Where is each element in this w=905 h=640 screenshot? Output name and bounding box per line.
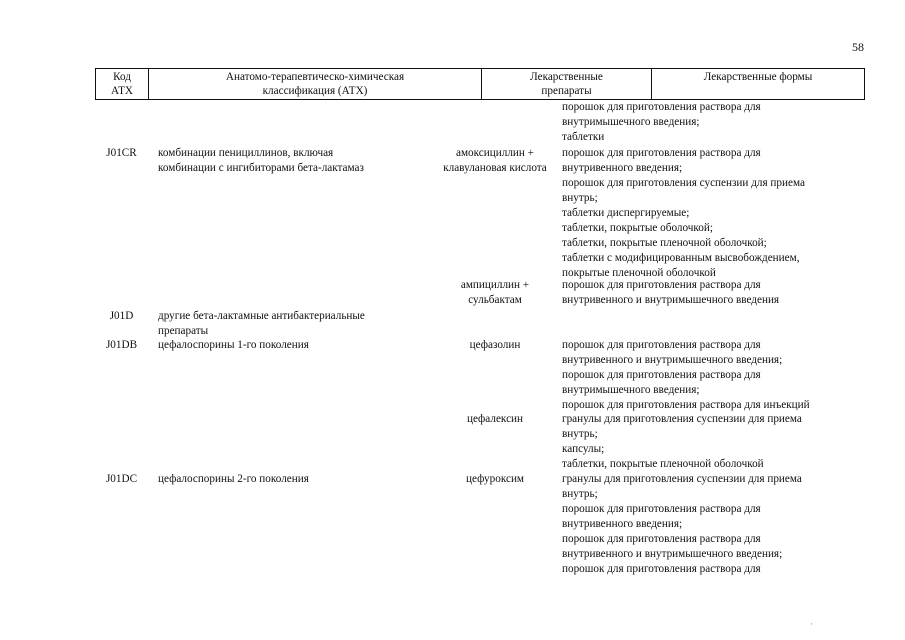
continued-forms — [562, 100, 867, 145]
text-line: порошок для приготовления раствора для — [562, 533, 761, 545]
text-line: другие бета-лактамные антибактериальные — [158, 310, 365, 322]
text-line: внутрь; — [562, 428, 598, 440]
header-drugs: Лекарственные препараты — [482, 69, 652, 99]
page-number: 58 — [852, 40, 864, 54]
header-code: Код АТХ — [96, 69, 149, 99]
text-line: порошок для приготовления суспензии для приема — [562, 177, 805, 189]
text-line: цефуроксим — [465, 473, 525, 485]
forms-cefalexin — [562, 412, 867, 472]
text-line: сульбактам — [468, 294, 522, 306]
drug-ampicillin-sulbactam — [420, 278, 570, 308]
classification-j01d — [158, 309, 398, 339]
drug-amoxicillin-clavulanate — [420, 146, 570, 176]
text-line: порошок для приготовления раствора для — [562, 279, 761, 291]
classification-j01dc — [158, 472, 398, 487]
text-line: внутрь; — [562, 192, 598, 204]
text-line: порошок для приготовления раствора для — [562, 339, 761, 351]
text-line: цефазолин — [469, 339, 521, 351]
text-line: таблетки, покрытые оболочкой; — [562, 222, 713, 234]
text-line: гранулы для приготовления суспензии для приема — [562, 413, 802, 425]
text-line: внутривенного введения; — [562, 518, 683, 530]
text-line: комбинации пенициллинов, включая — [158, 147, 334, 159]
forms-amoxicillin-clavulanate — [562, 146, 867, 281]
text-line: порошок для приготовления раствора для — [562, 147, 761, 159]
text-line: порошок для приготовления раствора для инъекций — [562, 399, 810, 411]
text-line: порошок для приготовления раствора для — [562, 101, 761, 113]
text-line: комбинации с ингибиторами бета-лактамаз — [158, 162, 364, 174]
text-line: внутримышечного введения; — [562, 116, 700, 128]
text-line: таблетки с модифицированным высвобождением, — [562, 252, 800, 264]
text-line: внутривенного введения; — [562, 162, 683, 174]
text-line: таблетки, покрытые пленочной оболочкой; — [562, 237, 767, 249]
atc-code-j01db: J01DB — [105, 339, 138, 351]
text-line: препараты — [158, 325, 209, 337]
text-line: амоксициллин + — [456, 147, 534, 159]
header-classification: Анатомо-терапевтическо-химическая классификация (АТХ) — [149, 69, 482, 99]
text-line: капсулы; — [562, 443, 605, 455]
text-line: внутривенного и внутримышечного введения; — [562, 548, 783, 560]
text-line: цефалексин — [466, 413, 524, 425]
atc-code-j01cr: J01CR — [106, 147, 137, 159]
table-header — [95, 68, 865, 100]
text-line: порошок для приготовления раствора для — [562, 563, 761, 575]
text-line: внутривенного и внутримышечного введения; — [562, 354, 783, 366]
atc-code-j01d: J01D — [109, 310, 134, 322]
header-forms: Лекарственные формы — [703, 71, 813, 83]
forms-cefazolin — [562, 338, 867, 413]
text-line: цефалоспорины 2-го поколения — [158, 473, 309, 485]
classification-j01db — [158, 338, 398, 353]
text-line: клавулановая кислота — [443, 162, 547, 174]
text-line: внутримышечного введения; — [562, 384, 700, 396]
forms-ampicillin-sulbactam — [562, 278, 867, 308]
text-line: порошок для приготовления раствора для — [562, 369, 761, 381]
text-line: таблетки диспергируемые; — [562, 207, 690, 219]
text-line: внутривенного и внутримышечного введения — [562, 294, 780, 306]
text-line: внутрь; — [562, 488, 598, 500]
drug-cefalexin — [420, 412, 570, 427]
text-line: цефалоспорины 1-го поколения — [158, 339, 309, 351]
drug-cefazolin — [420, 338, 570, 353]
text-line: таблетки, покрытые пленочной оболочкой — [562, 458, 764, 470]
text-line: гранулы для приготовления суспензии для приема — [562, 473, 802, 485]
text-line: таблетки — [562, 131, 605, 143]
atc-code-j01dc: J01DC — [105, 473, 138, 485]
scan-mark: · — [810, 619, 813, 629]
forms-cefuroxime — [562, 472, 867, 577]
classification-j01cr — [158, 146, 398, 176]
text-line: ампициллин + — [460, 279, 530, 291]
drug-cefuroxime — [420, 472, 570, 487]
text-line: порошок для приготовления раствора для — [562, 503, 761, 515]
text-line: покрытые пленочной оболочкой — [562, 267, 716, 279]
